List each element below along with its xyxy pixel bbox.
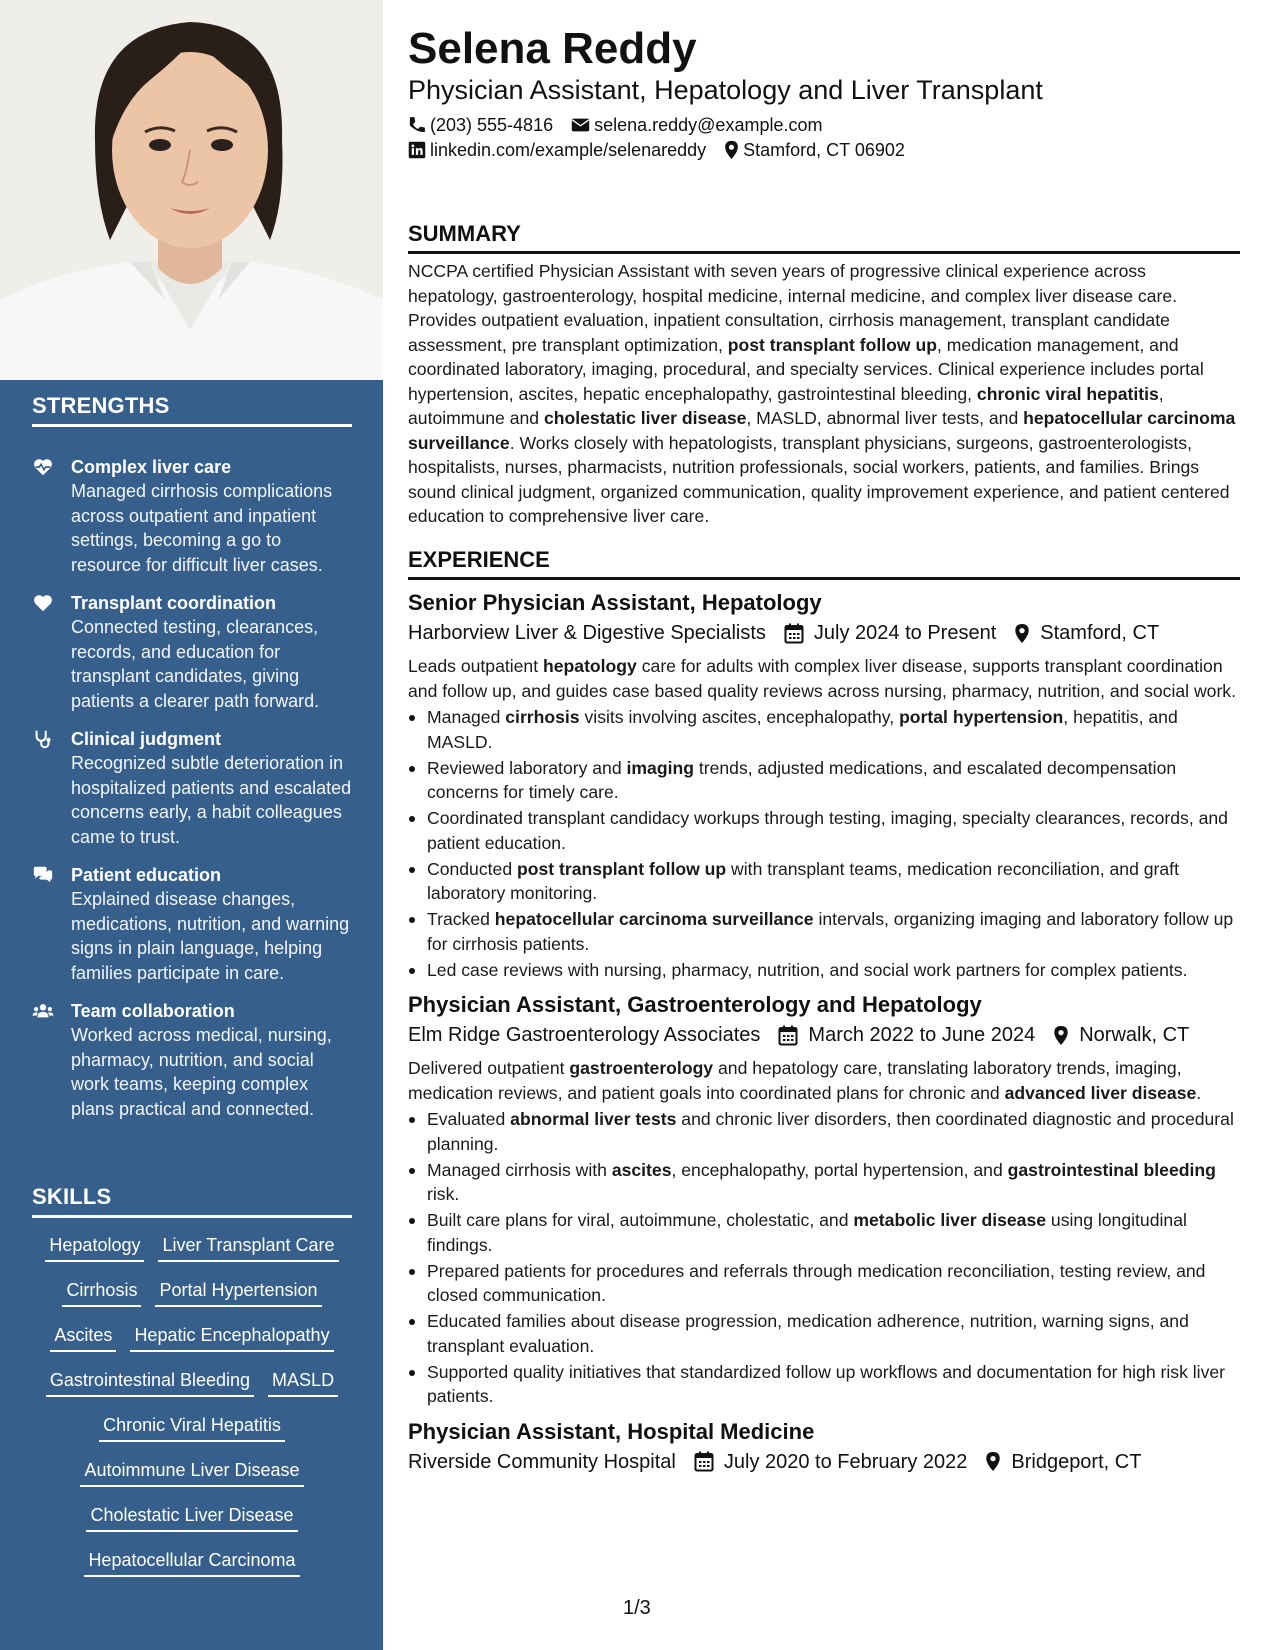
skill-tag: Hepatocellular Carcinoma [84,1547,299,1577]
summary-text: NCCPA certified Physician Assistant with seven years of progressive clinical experience across hepatology, gastroenterology, hospital medicine, internal medicine, and complex liver disease care. Provides outpatient evaluation, inpatient consultation, cirrhosis management, transplant candidate assessment, pre transplant optimization, post transplant follow up, medication management, and coordinated laboratory, imaging, procedural, and specialty services. Clinical experience includes portal hypertension, ascites, hepatic encephalopathy, gastrointestinal bleeding, chronic viral hepatitis, autoimmune and cholestatic liver disease, MASLD, abnormal liver tests, and hepatocellular carcinoma surveillance. Works closely with hepatologists, transplant physicians, surgeons, gastroenterologists, hospitalists, nurses, pharmacists, nutrition professionals, social workers, patients, and families. Brings sound clinical judgment, organized communication, quality improvement experience, and patient centered education to comprehensive liver care. [408,261,1236,526]
skill-tag: Portal Hypertension [155,1277,321,1307]
skill-tag: Hepatology [45,1232,144,1262]
job-location: Stamford, CT [1040,622,1160,644]
candidate-role: Physician Assistant, Hepatology and Liver Transplant [408,75,1043,105]
calendar-icon [778,1025,798,1046]
contact-row [408,112,840,138]
strength-title: Patient education [71,865,222,885]
list-item: Managed cirrhosis with ascites, encephalopathy, portal hypertension, and gastrointestinal bleeding risk. [408,1158,1240,1207]
map-pin-icon [985,1451,1001,1472]
list-item: Prepared patients for procedures and referrals through medication reconciliation, testing review, and closed communication. [408,1259,1240,1308]
sidebar [0,0,383,1650]
job-title: Physician Assistant, Gastroenterology and Hepatology [408,992,982,1017]
job-description: Delivered outpatient gastroenterology and hepatology care, translating laboratory trends, imaging, medication reviews, and patient goals into coordinated plans for chronic and advanced liver disease. [408,1058,1202,1103]
employer: Harborview Liver & Digestive Specialists [408,622,766,644]
job-meta [408,618,1240,648]
employer: Elm Ridge Gastroenterology Associates [408,1024,761,1046]
job-entry [408,990,1240,1409]
strength-text: Connected testing, clearances, records, and education for transplant candidates, giving patients a clearer path forward. [71,617,320,711]
strength-title: Complex liver care [71,457,232,477]
job-dates: March 2022 to June 2024 [808,1024,1036,1046]
location-contact [724,137,905,163]
employer: Riverside Community Hospital [408,1450,676,1473]
profile-photo [0,0,383,380]
phone-text: (203) 555-4816 [430,115,554,135]
phone-icon [408,116,426,134]
experience-heading: EXPERIENCE [408,545,1240,580]
map-pin-icon [1053,1025,1069,1046]
job-title: Physician Assistant, Hospital Medicine [408,1418,815,1444]
skill-tag: MASLD [268,1367,338,1397]
strength-text: Worked across medical, nursing, pharmacy, nutrition, and social work teams, keeping complex plans practical and connected. [71,1025,332,1119]
list-item: Conducted post transplant follow up with transplant teams, medication reconciliation, and graft laboratory monitoring. [408,857,1240,906]
summary-heading: SUMMARY [408,219,1240,254]
list-item: Tracked hepatocellular carcinoma surveillance intervals, organizing imaging and laboratory follow up for cirrhosis patients. [408,907,1240,956]
job-title: Senior Physician Assistant, Hepatology [408,590,822,615]
portrait-illustration [0,0,383,380]
list-item: Managed cirrhosis visits involving ascites, encephalopathy, portal hypertension, hepatitis, and MASLD. [408,705,1240,754]
linkedin-contact[interactable] [408,137,706,163]
linkedin-icon [408,141,426,159]
job-description: Leads outpatient hepatology care for adults with complex liver disease, supports transplant coordination and follow up, and guides case based quality reviews across nursing, pharmacy, nutrition, and social work. [408,656,1236,701]
skill-tag: Hepatic Encephalopathy [130,1322,333,1352]
strength-item [32,591,352,713]
list-item: Supported quality initiatives that standardized follow up workflows and documentation for high risk liver patients. [408,1360,1240,1409]
strength-text: Managed cirrhosis complications across outpatient and inpatient settings, becoming a go to resource for difficult liver cases. [71,481,333,575]
skill-tag: Gastrointestinal Bleeding [46,1367,254,1397]
heart-icon [32,592,54,614]
skill-tag: Liver Transplant Care [158,1232,338,1262]
envelope-icon [571,117,590,133]
skill-tag: Cholestatic Liver Disease [86,1502,297,1532]
summary-section [408,219,1240,529]
skill-tag: Autoimmune Liver Disease [80,1457,303,1487]
calendar-icon [784,623,804,644]
page-number: 1/3 [623,1597,651,1619]
job-meta [408,1020,1240,1050]
list-item: Coordinated transplant candidacy workups through testing, imaging, specialty clearances, records, and patient education. [408,806,1240,855]
strength-text: Explained disease changes, medications, nutrition, and warning signs in plain language, helping families participate in care. [71,889,350,983]
skills-heading: SKILLS [32,1184,352,1218]
job-entry [408,588,1240,982]
skills-section [32,1184,352,1592]
linkedin-text[interactable]: linkedin.com/example/selenareddy [430,140,707,160]
strength-title: Clinical judgment [71,729,222,749]
job-bullets [408,1107,1240,1409]
calendar-icon [694,1451,714,1472]
map-pin-icon [1014,623,1030,644]
skill-tag: Chronic Viral Hepatitis [99,1412,285,1442]
list-item: Reviewed laboratory and imaging trends, adjusted medications, and escalated decompensation concerns for timely care. [408,756,1240,805]
strength-title: Transplant coordination [71,593,277,613]
location-text: Stamford, CT 06902 [743,140,905,160]
email-text[interactable]: selena.reddy@example.com [594,115,823,135]
strength-item [32,999,352,1121]
strength-title: Team collaboration [71,1001,235,1021]
comments-icon [32,864,54,886]
phone-contact [408,112,553,138]
email-contact[interactable] [571,112,822,138]
heartbeat-icon [32,456,54,478]
list-item: Evaluated abnormal liver tests and chronic liver disorders, then coordinated diagnostic and procedural planning. [408,1107,1240,1156]
job-location: Bridgeport, CT [1011,1450,1142,1473]
job-entry [408,1417,1240,1477]
job-dates: July 2020 to February 2022 [723,1450,968,1473]
candidate-name: Selena Reddy [408,24,697,73]
strength-item [32,863,352,985]
skill-tag: Ascites [50,1322,116,1352]
strength-item [32,727,352,849]
strength-text: Recognized subtle deterioration in hospitalized patients and escalated concerns early, a habit colleagues came to trust. [71,753,352,847]
skill-tag: Cirrhosis [62,1277,141,1307]
job-dates: July 2024 to Present [813,622,997,644]
strength-item [32,455,352,577]
experience-section [408,545,1240,1477]
job-bullets [408,705,1240,982]
strengths-heading: STRENGTHS [32,393,352,427]
users-icon [32,1000,54,1022]
job-location: Norwalk, CT [1079,1024,1190,1046]
map-pin-icon [724,140,739,160]
strengths-section [32,393,352,1121]
list-item: Built care plans for viral, autoimmune, cholestatic, and metabolic liver disease using longitudinal findings. [408,1208,1240,1257]
skills-list [32,1232,352,1577]
contact-row [408,137,923,163]
list-item: Educated families about disease progression, medication adherence, nutrition, warning signs, and transplant evaluation. [408,1309,1240,1358]
job-meta [408,1447,1240,1477]
list-item: Led case reviews with nursing, pharmacy, nutrition, and social work partners for complex patients. [408,958,1240,983]
stethoscope-icon [32,728,54,750]
